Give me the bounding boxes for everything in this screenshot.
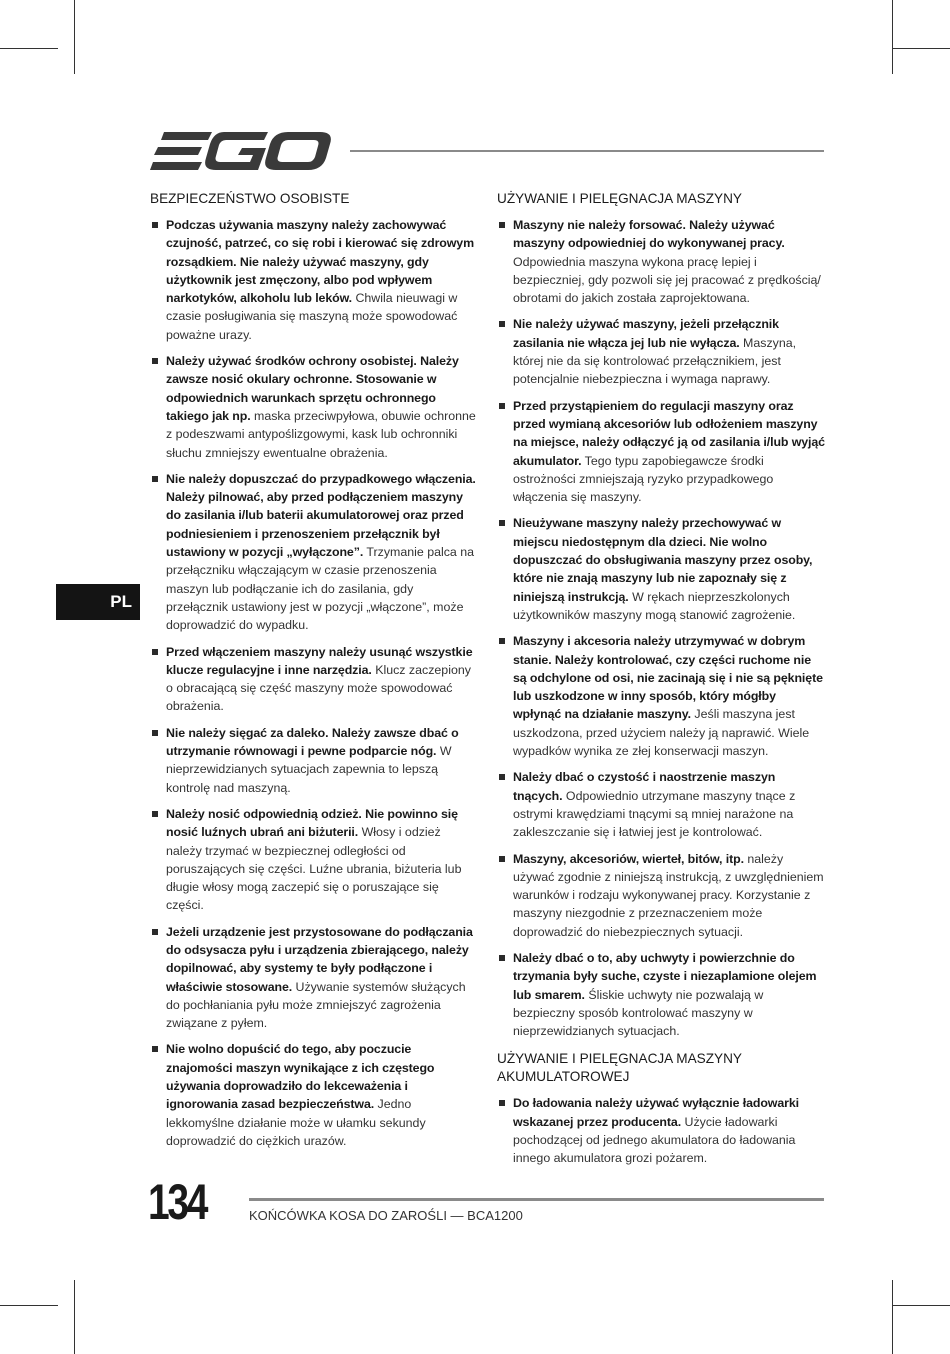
list-item: Maszyny nie należy forsować. Należy używać maszyny odpowiedniej do wykonywanej pracy. Odpowiednia maszyna wykona pracę lepiej i bezpieczniej, gdy pozwoli się jej pracować z prędkością/ obrotami do jakich została zaprojektowana. (497, 216, 827, 307)
list-item: Należy dbać o czystość i naostrzenie maszyn tnących. Odpowiednio utrzymane maszyny tnące z ostrymi krawędziami tnącymi są mniej narażone na zakleszczanie się i łatwiej jest je kontrolować. (497, 768, 827, 841)
personal-safety-list (150, 216, 476, 1150)
crop-mark (892, 48, 950, 49)
section-heading-machine-use: UŻYWANIE I PIELĘGNACJA MASZYNY (497, 191, 742, 206)
section-heading-personal-safety: BEZPIECZEŃSTWO OSOBISTE (150, 191, 350, 206)
list-item: Przed włączeniem maszyny należy usunąć wszystkie klucze regulacyjne i inne narzędzia. Klucz zaczepiony o obracającą się część maszyny może spowodować obrażenia. (150, 643, 476, 716)
list-item: Podczas używania maszyny należy zachowywać czujność, patrzeć, co się robi i kierować się zdrowym rozsądkiem. Nie należy używać maszyny, gdy użytkownik jest zmęczony, albo pod wpływem narkotyków, alkoholu lub leków. Chwila nieuwagi w czasie posługiwania się maszyną może spowodować poważne urazy. (150, 216, 476, 344)
list-item: Do ładowania należy używać wyłącznie ładowarki wskazanej przez producenta. Użycie ładowarki pochodzącej od jednego akumulatora do ładowania innego akumulatora grozi pożarem. (497, 1094, 827, 1167)
language-tab: PL (56, 584, 140, 620)
right-column (497, 190, 827, 1176)
crop-mark (892, 1280, 893, 1354)
section-heading-battery-use: UŻYWANIE I PIELĘGNACJA MASZYNY AKUMULATOROWEJ (497, 1051, 742, 1085)
list-item: Należy dbać o to, aby uchwyty i powierzchnie do trzymania były suche, czyste i niezaplamione olejem lub smarem. Śliskie uchwyty nie pozwalają w bezpieczny sposób kontrolować maszyny w nieprzewidzianych sytuacjach. (497, 949, 827, 1040)
list-item: Nie wolno dopuścić do tego, aby poczucie znajomości maszyn wynikające z ich częstego używania doprowadziło do lekceważenia i ignorowania zasad bezpieczeństwa. Jedno lekkomyślne działanie może w ułamku sekundy doprowadzić do ciężkich urazów. (150, 1040, 476, 1150)
footer-rule (249, 1198, 824, 1201)
list-item: Przed przystąpieniem do regulacji maszyny oraz przed wymianą akcesoriów lub odłożeniem maszyny na miejsce, należy odłączyć ją od zasilania i/lub wyjąć akumulator. Tego typu zapobiegawcze środki ostrożności zmniejszają ryzyko przypadkowego włączenia się maszyny. (497, 397, 827, 507)
page-number: 134 (148, 1174, 207, 1230)
list-item: Należy używać środków ochrony osobistej. Należy zawsze nosić okulary ochronne. Stosowanie w odpowiednich warunkach sprzętu ochronnego takiego jak np. maska przeciwpyłowa, obuwie ochronne z podeszwami antypoślizgowymi, kask lub ochronniki słuchu zmniejszy ewentualne obrażenia. (150, 352, 476, 462)
list-item: Nie należy dopuszczać do przypadkowego włączenia. Należy pilnować, aby przed podłączeniem maszyny do zasilania i/lub baterii akumulatorowej oraz przed podniesieniem i przenoszeniem przełącznik był ustawiony w pozycji „wyłączone”. Trzymanie palca na przełączniku włączającym w czasie przenoszenia maszyn lub podłączanie ich do zasilania, gdy przełącznik ustawiony jest w pozycji „włączone”, może doprowadzić do wypadku. (150, 470, 476, 635)
list-item: Nie należy sięgać za daleko. Należy zawsze dbać o utrzymanie równowagi i pewne podparcie nóg. W nieprzewidzianych sytuacjach zapewnia to lepszą kontrolę nad maszyną. (150, 724, 476, 797)
ego-logo (150, 130, 332, 172)
list-item: Jeżeli urządzenie jest przystosowane do podłączania do odsysacza pyłu i urządzenia zbierającego, należy dopilnować, aby systemy te były podłączone i właściwie stosowane. Używanie systemów służących do pochłaniania pyłu może zmniejszyć zagrożenia związane z pyłem. (150, 923, 476, 1033)
list-item: Nie należy używać maszyny, jeżeli przełącznik zasilania nie włącza jej lub nie wyłącza. Maszyna, której nie da się kontrolować przełącznikiem, jest potencjalnie niebezpieczna i wymaga naprawy. (497, 315, 827, 388)
crop-mark (0, 1305, 58, 1306)
list-item: Należy nosić odpowiednią odzież. Nie powinno się nosić luźnych ubrań ani biżuterii. Włosy i odzież należy trzymać w bezpiecznej odległości od poruszających się części. Luźne ubrania, biżuteria lub długie włosy mogą zaczepić się o poruszające się części. (150, 805, 476, 915)
list-item: Maszyny i akcesoria należy utrzymywać w dobrym stanie. Należy kontrolować, czy części ruchome nie są odchylone od osi, nie zacinają się i nie są pęknięte lub uszkodzone w inny sposób, który mógłby wpłynąć na działanie maszyny. Jeśli maszyna jest uszkodzona, przed użyciem należy ją naprawić. Wiele wypadków wynika ze złej konserwacji maszyn. (497, 632, 827, 760)
header-rule (350, 150, 824, 152)
crop-mark (892, 0, 893, 74)
left-column (150, 190, 476, 1158)
footer-title: KOŃCÓWKA KOSA DO ZAROŚLI — BCA1200 (249, 1208, 523, 1223)
list-item: Nieużywane maszyny należy przechowywać w miejscu niedostępnym dla dzieci. Nie wolno dopuszczać do obsługiwania maszyny przez osoby, które nie znają maszyny lub nie zapoznały się z niniejszą instrukcją. W rękach nieprzeszkolonych użytkowników maszyny mogą stanowić zagrożenie. (497, 514, 827, 624)
crop-mark (0, 48, 58, 49)
crop-mark (892, 1305, 950, 1306)
crop-mark (74, 0, 75, 74)
list-item: Maszyny, akcesoriów, wierteł, bitów, itp. należy używać zgodnie z niniejszą instrukcją, z uwzględnieniem warunków i rodzaju wykonywanej pracy. Korzystanie z maszyny niezgodnie z przeznaczeniem może doprowadzić do niebezpiecznych sytuacji. (497, 850, 827, 941)
crop-mark (74, 1280, 75, 1354)
battery-use-list (497, 1094, 827, 1167)
machine-use-list (497, 216, 827, 1040)
